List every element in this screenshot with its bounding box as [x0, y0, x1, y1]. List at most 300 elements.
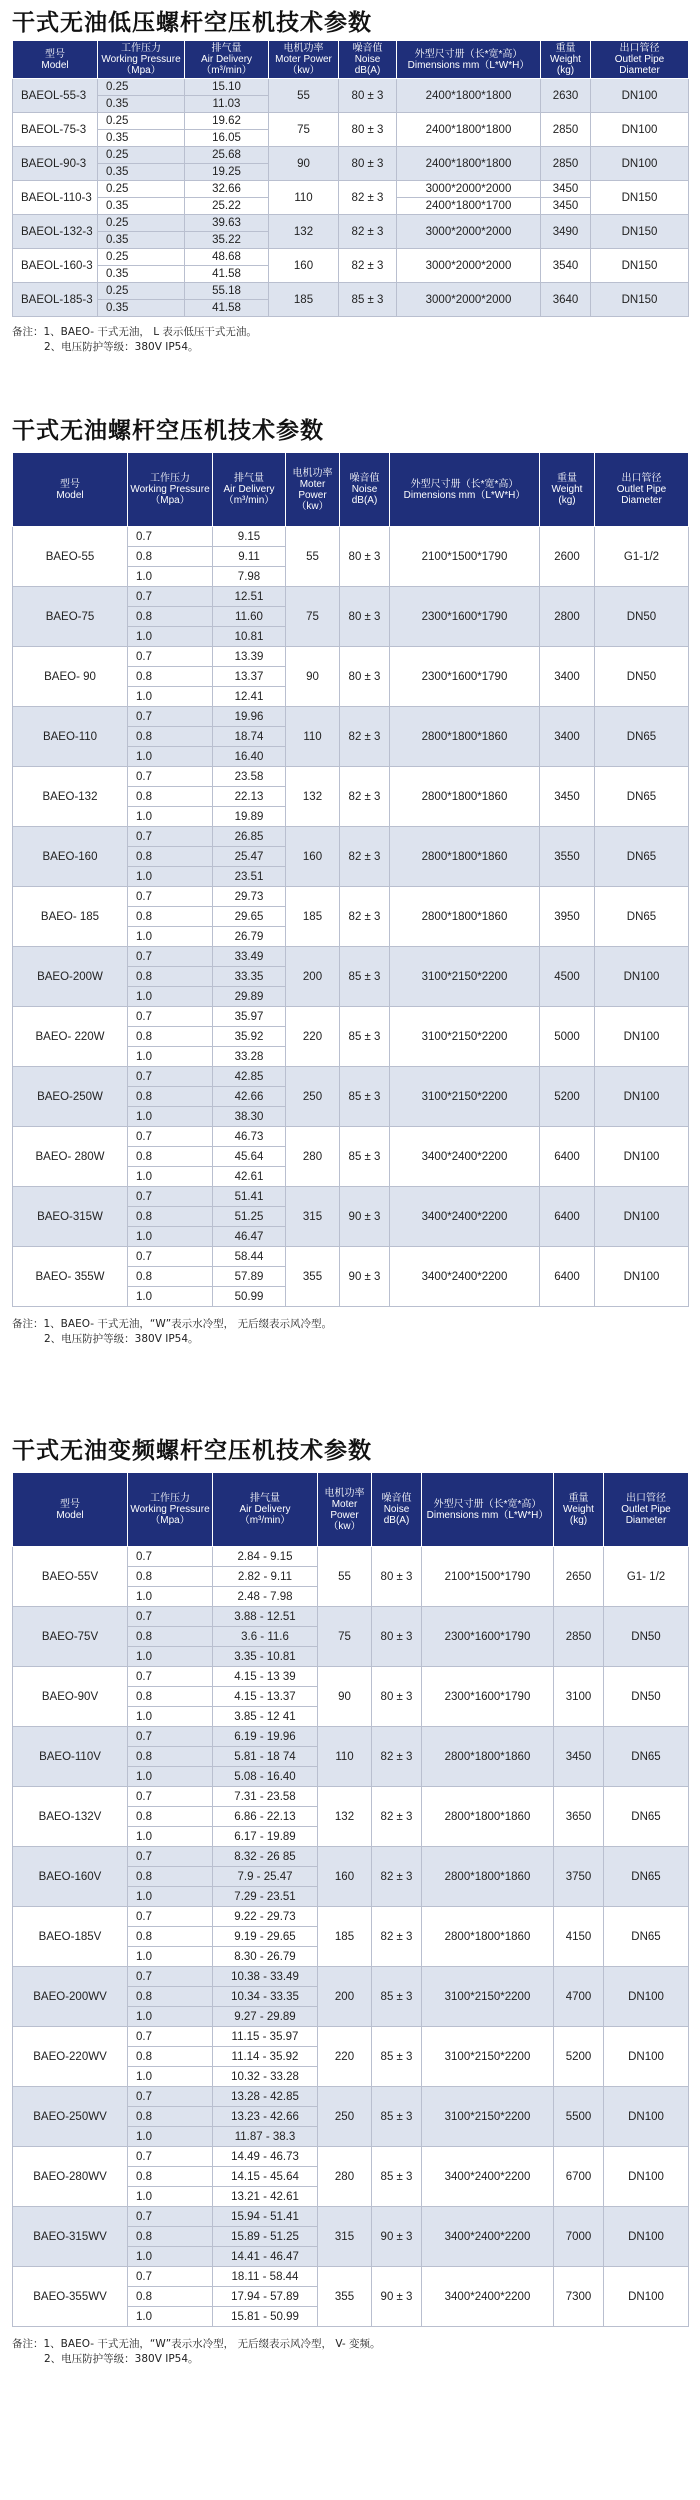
cell-noise: 82 ± 3 [372, 1847, 422, 1907]
spec-table-low-pressure [12, 40, 689, 317]
cell-air-delivery: 7.31 - 23.58 [213, 1787, 318, 1807]
header-text: 外型尺寸册（长*宽*高） [433, 1498, 542, 1510]
spec-table-oil-free [12, 452, 689, 1307]
cell-pressure: 0.25 [98, 113, 185, 130]
cell-air-delivery: 29.89 [213, 987, 286, 1007]
cell-air-delivery: 10.34 - 33.35 [213, 1987, 318, 2007]
cell-noise: 80 ± 3 [340, 587, 390, 647]
cell-pressure: 0.8 [128, 847, 213, 867]
cell-dimensions: 2400*1800*1800 [397, 113, 541, 147]
cell-pressure: 1.0 [128, 1647, 213, 1667]
cell-dimensions: 2300*1600*1790 [390, 647, 540, 707]
header-text: 排气量 [211, 43, 242, 54]
cell-outlet: DN65 [595, 767, 689, 827]
cell-dimensions: 2100*1500*1790 [390, 527, 540, 587]
header-pressure [98, 41, 185, 79]
cell-pressure: 0.7 [128, 1967, 213, 1987]
cell-outlet: G1-1/2 [595, 527, 689, 587]
cell-air-delivery: 13.37 [213, 667, 286, 687]
cell-air-delivery: 42.61 [213, 1167, 286, 1187]
cell-air-delivery: 51.25 [213, 1207, 286, 1227]
cell-dimensions: 3400*2400*2200 [422, 2267, 554, 2327]
cell-pressure: 1.0 [128, 867, 213, 887]
cell-model: BAEOL-90-3 [13, 147, 98, 181]
note-line: 2、电压防护等级：380V IP54。 [44, 1333, 199, 1345]
cell-power: 355 [286, 1247, 340, 1307]
cell-pressure: 0.7 [128, 2087, 213, 2107]
header-text: Air Delivery [239, 1504, 291, 1515]
header-text: Diameter [625, 1515, 667, 1526]
cell-model: BAEO-132 [13, 767, 128, 827]
cell-air-delivery: 3.6 - 11.6 [213, 1627, 318, 1647]
cell-weight: 2800 [540, 587, 595, 647]
cell-air-delivery: 48.68 [185, 249, 269, 266]
cell-noise: 80 ± 3 [339, 113, 397, 147]
header-text: Working Pressure [130, 1504, 210, 1515]
section-title: 干式无油变频螺杆空压机技术参数 [12, 1438, 372, 1464]
cell-air-delivery: 16.40 [213, 747, 286, 767]
cell-model: BAEO-160 [13, 827, 128, 887]
cell-dimensions: 2300*1600*1790 [422, 1607, 554, 1667]
cell-outlet: DN100 [604, 2267, 689, 2327]
table-row [13, 113, 689, 130]
cell-outlet: DN65 [604, 1787, 689, 1847]
cell-dimensions: 2800*1800*1860 [422, 1847, 554, 1907]
cell-air-delivery: 8.32 - 26 85 [213, 1847, 318, 1867]
header-text: Diameter [621, 495, 662, 506]
header-text: 型号 [60, 1498, 80, 1510]
cell-dimensions: 2300*1600*1790 [422, 1667, 554, 1727]
header-text: 重量 [568, 1493, 589, 1504]
cell-pressure: 0.8 [128, 1267, 213, 1287]
cell-weight: 3650 [554, 1787, 604, 1847]
cell-noise: 82 ± 3 [339, 249, 397, 283]
cell-power: 250 [318, 2087, 372, 2147]
cell-power: 160 [318, 1847, 372, 1907]
cell-air-delivery: 19.89 [213, 807, 286, 827]
cell-noise: 80 ± 3 [340, 527, 390, 587]
cell-pressure: 0.7 [128, 887, 213, 907]
cell-weight: 5000 [540, 1007, 595, 1067]
cell-pressure: 1.0 [128, 927, 213, 947]
cell-pressure: 1.0 [128, 2187, 213, 2207]
cell-air-delivery: 17.94 - 57.89 [213, 2287, 318, 2307]
cell-weight: 5200 [540, 1067, 595, 1127]
cell-pressure: 0.8 [128, 1567, 213, 1587]
cell-noise: 90 ± 3 [372, 2267, 422, 2327]
cell-air-delivery: 6.86 - 22.13 [213, 1807, 318, 1827]
cell-noise: 82 ± 3 [339, 181, 397, 215]
cell-air-delivery: 13.23 - 42.66 [213, 2107, 318, 2127]
cell-air-delivery: 15.89 - 51.25 [213, 2227, 318, 2247]
cell-pressure: 1.0 [128, 987, 213, 1007]
header-text: Model [56, 1509, 84, 1521]
cell-pressure: 0.8 [128, 2227, 213, 2247]
cell-air-delivery: 57.89 [213, 1267, 286, 1287]
header-text: Outlet Pipe [621, 1504, 671, 1515]
cell-noise: 80 ± 3 [372, 1607, 422, 1667]
cell-air-delivery: 50.99 [213, 1287, 286, 1307]
cell-power: 200 [286, 947, 340, 1007]
cell-power: 90 [269, 147, 339, 181]
header-pressure [128, 1473, 213, 1547]
cell-weight: 2600 [540, 527, 595, 587]
cell-air-delivery: 33.49 [213, 947, 286, 967]
cell-power: 132 [269, 215, 339, 249]
cell-pressure: 0.25 [98, 181, 185, 198]
header-text: Working Pressure [101, 54, 181, 65]
cell-outlet: DN65 [595, 827, 689, 887]
cell-pressure: 0.7 [128, 827, 213, 847]
cell-pressure: 0.7 [128, 527, 213, 547]
cell-power: 75 [286, 587, 340, 647]
cell-power: 110 [318, 1727, 372, 1787]
cell-model: BAEO-250W [13, 1067, 128, 1127]
header-power [269, 41, 339, 79]
header-weight [541, 41, 591, 79]
cell-pressure: 0.7 [128, 1007, 213, 1027]
cell-air-delivery: 13.39 [213, 647, 286, 667]
header-text: 出口管径 [621, 473, 662, 484]
header-text: 电机功率 [324, 1487, 365, 1499]
table-row [13, 1667, 689, 1687]
header-noise [339, 41, 397, 79]
cell-air-delivery: 11.14 - 35.92 [213, 2047, 318, 2067]
cell-pressure: 0.7 [128, 1907, 213, 1927]
cell-weight: 5500 [554, 2087, 604, 2147]
header-text: Moter Power [298, 478, 327, 501]
cell-pressure: 0.35 [98, 130, 185, 147]
cell-noise: 80 ± 3 [339, 147, 397, 181]
cell-air-delivery: 18.11 - 58.44 [213, 2267, 318, 2287]
cell-weight: 4700 [554, 1967, 604, 2027]
cell-air-delivery: 10.38 - 33.49 [213, 1967, 318, 1987]
cell-pressure: 0.35 [98, 300, 185, 317]
cell-dimensions: 2100*1500*1790 [422, 1547, 554, 1607]
cell-outlet: DN50 [604, 1667, 689, 1727]
cell-outlet: DN65 [604, 1847, 689, 1907]
section-title: 干式无油螺杆空压机技术参数 [12, 418, 324, 444]
cell-air-delivery: 15.94 - 51.41 [213, 2207, 318, 2227]
table-row [13, 947, 689, 967]
cell-model: BAEO-55V [13, 1547, 128, 1607]
header-text: Noise [354, 54, 381, 65]
cell-dimensions: 3100*2150*2200 [422, 1967, 554, 2027]
cell-outlet: DN100 [591, 79, 689, 113]
cell-outlet: DN100 [595, 1247, 689, 1307]
header-text: 工作压力 [150, 1493, 190, 1504]
cell-pressure: 0.8 [128, 2047, 213, 2067]
cell-pressure: 0.25 [98, 215, 185, 232]
cell-dimensions: 2800*1800*1860 [390, 887, 540, 947]
cell-air-delivery: 22.13 [213, 787, 286, 807]
header-noise [372, 1473, 422, 1547]
cell-noise: 85 ± 3 [372, 1967, 422, 2027]
cell-noise: 85 ± 3 [372, 2147, 422, 2207]
header-row [13, 41, 689, 79]
cell-weight: 4500 [540, 947, 595, 1007]
header-text: Dimensions mm（L*W*H） [426, 1509, 549, 1521]
cell-outlet: DN100 [604, 2087, 689, 2147]
header-text: dB(A) [354, 65, 381, 76]
cell-power: 160 [286, 827, 340, 887]
cell-power: 315 [286, 1187, 340, 1247]
cell-dimensions: 3100*2150*2200 [390, 947, 540, 1007]
header-text: Dimensions mm（L*W*H） [407, 59, 530, 71]
table-body [13, 79, 689, 317]
header-weight [554, 1473, 604, 1547]
cell-air-delivery: 25.22 [185, 198, 269, 215]
cell-dimensions: 2800*1800*1860 [390, 707, 540, 767]
cell-air-delivery: 10.81 [213, 627, 286, 647]
header-text: 工作压力 [150, 473, 190, 484]
cell-outlet: DN50 [595, 647, 689, 707]
cell-pressure: 0.35 [98, 266, 185, 283]
cell-pressure: 1.0 [128, 1767, 213, 1787]
cell-weight: 7300 [554, 2267, 604, 2327]
cell-pressure: 1.0 [128, 2007, 213, 2027]
cell-power: 110 [286, 707, 340, 767]
cell-noise: 82 ± 3 [372, 1907, 422, 1967]
cell-air-delivery: 14.41 - 46.47 [213, 2247, 318, 2267]
cell-pressure: 0.7 [128, 2207, 213, 2227]
cell-weight: 3750 [554, 1847, 604, 1907]
table-row [13, 887, 689, 907]
header-text: 噪音值 [352, 43, 383, 54]
cell-model: BAEO- 280W [13, 1127, 128, 1187]
cell-pressure: 0.7 [128, 767, 213, 787]
header-text: Weight [550, 54, 581, 65]
cell-pressure: 0.8 [128, 2107, 213, 2127]
cell-weight: 3550 [540, 827, 595, 887]
cell-dimensions: 2400*1800*1700 [397, 198, 541, 215]
cell-air-delivery: 8.30 - 26.79 [213, 1947, 318, 1967]
cell-weight: 3100 [554, 1667, 604, 1727]
section-oil-free [12, 410, 688, 1347]
cell-pressure: 0.8 [128, 1687, 213, 1707]
note-prefix: 备注： [12, 2338, 44, 2350]
cell-dimensions: 3000*2000*2000 [397, 181, 541, 198]
cell-pressure: 0.7 [128, 1067, 213, 1087]
cell-pressure: 0.8 [128, 1927, 213, 1947]
cell-noise: 90 ± 3 [340, 1247, 390, 1307]
cell-air-delivery: 35.92 [213, 1027, 286, 1047]
header-text: (kg) [556, 65, 575, 76]
cell-air-delivery: 32.66 [185, 181, 269, 198]
cell-outlet: G1- 1/2 [604, 1547, 689, 1607]
cell-weight: 3950 [540, 887, 595, 947]
section-title: 干式无油低压螺杆空压机技术参数 [12, 10, 372, 36]
header-text: Weight [563, 1504, 594, 1515]
cell-air-delivery: 18.74 [213, 727, 286, 747]
cell-air-delivery: 19.62 [185, 113, 269, 130]
cell-pressure: 0.35 [98, 164, 185, 181]
header-text: Dimensions mm（L*W*H） [403, 489, 526, 501]
table-row [13, 2147, 689, 2167]
table-row [13, 2267, 689, 2287]
cell-outlet: DN100 [604, 2147, 689, 2207]
table-row [13, 527, 689, 547]
cell-power: 280 [318, 2147, 372, 2207]
cell-pressure: 1.0 [128, 1707, 213, 1727]
header-air-delivery [213, 1473, 318, 1547]
cell-air-delivery: 38.30 [213, 1107, 286, 1127]
cell-pressure: 0.25 [98, 249, 185, 266]
header-text: 出口管径 [619, 43, 660, 54]
table-header [13, 453, 689, 527]
cell-outlet: DN100 [591, 147, 689, 181]
header-text: 重量 [555, 43, 576, 54]
cell-model: BAEOL-185-3 [13, 283, 98, 317]
header-text: 噪音值 [349, 473, 380, 484]
cell-power: 160 [269, 249, 339, 283]
cell-air-delivery: 19.96 [213, 707, 286, 727]
header-text: （kw） [328, 1520, 361, 1532]
cell-air-delivery: 33.35 [213, 967, 286, 987]
table-row [13, 1067, 689, 1087]
cell-pressure: 0.8 [128, 1627, 213, 1647]
cell-air-delivery: 3.88 - 12.51 [213, 1607, 318, 1627]
header-dimensions [422, 1473, 554, 1547]
table-row [13, 1787, 689, 1807]
cell-pressure: 0.8 [128, 1987, 213, 2007]
header-outlet [595, 453, 689, 527]
cell-air-delivery: 12.41 [213, 687, 286, 707]
cell-outlet: DN100 [604, 2027, 689, 2087]
cell-air-delivery: 15.10 [185, 79, 269, 96]
cell-air-delivery: 26.79 [213, 927, 286, 947]
table-row [13, 215, 689, 232]
cell-pressure: 0.25 [98, 147, 185, 164]
header-text: Model [56, 489, 84, 501]
note-line: 1、BAEO- 干式无油，“W”表示水冷型， 无后缀表示风冷型， V- 变频。 [43, 2338, 381, 2350]
cell-dimensions: 2800*1800*1860 [390, 767, 540, 827]
cell-model: BAEO-110V [13, 1727, 128, 1787]
cell-model: BAEOL-55-3 [13, 79, 98, 113]
cell-model: BAEOL-75-3 [13, 113, 98, 147]
cell-outlet: DN65 [604, 1907, 689, 1967]
cell-model: BAEO-90V [13, 1667, 128, 1727]
cell-dimensions: 3000*2000*2000 [397, 249, 541, 283]
cell-pressure: 0.8 [128, 547, 213, 567]
cell-weight: 2650 [554, 1547, 604, 1607]
header-text: 排气量 [250, 1493, 280, 1504]
header-dimensions [397, 41, 541, 79]
header-row [13, 1473, 689, 1547]
cell-weight: 3400 [540, 647, 595, 707]
cell-pressure: 1.0 [128, 2127, 213, 2147]
cell-air-delivery: 11.15 - 35.97 [213, 2027, 318, 2047]
table-row [13, 1907, 689, 1927]
cell-air-delivery: 41.58 [185, 266, 269, 283]
cell-air-delivery: 41.58 [185, 300, 269, 317]
cell-weight: 6700 [554, 2147, 604, 2207]
cell-outlet: DN65 [604, 1727, 689, 1787]
table-row [13, 2207, 689, 2227]
cell-pressure: 0.8 [128, 1867, 213, 1887]
cell-pressure: 0.8 [128, 907, 213, 927]
section-variable-frequency [12, 1430, 688, 2367]
cell-dimensions: 2800*1800*1860 [422, 1787, 554, 1847]
cell-weight: 2630 [541, 79, 591, 113]
cell-dimensions: 3000*2000*2000 [397, 215, 541, 249]
cell-power: 90 [286, 647, 340, 707]
cell-weight: 3450 [541, 198, 591, 215]
cell-model: BAEO-132V [13, 1787, 128, 1847]
cell-pressure: 0.7 [128, 2027, 213, 2047]
cell-weight: 5200 [554, 2027, 604, 2087]
header-text: （m³/min） [201, 65, 252, 76]
cell-weight: 4150 [554, 1907, 604, 1967]
table-header [13, 41, 689, 79]
header-model [13, 453, 128, 527]
cell-model: BAEO-200WV [13, 1967, 128, 2027]
cell-air-delivery: 9.22 - 29.73 [213, 1907, 318, 1927]
cell-dimensions: 2400*1800*1800 [397, 79, 541, 113]
note-line: 1、BAEO- 干式无油， L 表示低压干式无油。 [43, 326, 257, 338]
table-header [13, 1473, 689, 1547]
cell-outlet: DN65 [595, 707, 689, 767]
cell-air-delivery: 2.82 - 9.11 [213, 1567, 318, 1587]
cell-air-delivery: 10.32 - 33.28 [213, 2067, 318, 2087]
cell-model: BAEO-355WV [13, 2267, 128, 2327]
table-note [12, 2337, 688, 2367]
header-model [13, 41, 98, 79]
cell-noise: 85 ± 3 [372, 2027, 422, 2087]
cell-pressure: 1.0 [128, 807, 213, 827]
table-row [13, 79, 689, 96]
header-text: （m³/min） [223, 495, 275, 506]
cell-air-delivery: 6.17 - 19.89 [213, 1827, 318, 1847]
cell-model: BAEO- 185 [13, 887, 128, 947]
cell-pressure: 1.0 [128, 2307, 213, 2327]
cell-outlet: DN100 [604, 2207, 689, 2267]
cell-dimensions: 2800*1800*1860 [422, 1907, 554, 1967]
table-row [13, 1007, 689, 1027]
header-text: （Mpa） [121, 65, 161, 76]
header-text: 型号 [45, 48, 65, 60]
cell-air-delivery: 51.41 [213, 1187, 286, 1207]
cell-weight: 2850 [541, 113, 591, 147]
cell-noise: 80 ± 3 [340, 647, 390, 707]
header-row [13, 453, 689, 527]
cell-outlet: DN100 [595, 947, 689, 1007]
cell-outlet: DN150 [591, 181, 689, 215]
cell-pressure: 0.7 [128, 1787, 213, 1807]
header-text: dB(A) [383, 1515, 410, 1526]
cell-air-delivery: 19.25 [185, 164, 269, 181]
cell-pressure: 0.8 [128, 1807, 213, 1827]
cell-model: BAEO- 220W [13, 1007, 128, 1067]
cell-dimensions: 2400*1800*1800 [397, 147, 541, 181]
cell-air-delivery: 26.85 [213, 827, 286, 847]
header-power [286, 453, 340, 527]
cell-air-delivery: 11.03 [185, 96, 269, 113]
cell-dimensions: 2800*1800*1860 [390, 827, 540, 887]
header-outlet [604, 1473, 689, 1547]
cell-power: 110 [269, 181, 339, 215]
table-row [13, 249, 689, 266]
cell-weight: 3540 [541, 249, 591, 283]
table-row [13, 1127, 689, 1147]
cell-weight: 6400 [540, 1247, 595, 1307]
cell-power: 280 [286, 1127, 340, 1187]
cell-pressure: 0.7 [128, 587, 213, 607]
cell-pressure: 1.0 [128, 1827, 213, 1847]
cell-air-delivery: 11.87 - 38.3 [213, 2127, 318, 2147]
cell-pressure: 0.8 [128, 727, 213, 747]
cell-pressure: 1.0 [128, 2247, 213, 2267]
